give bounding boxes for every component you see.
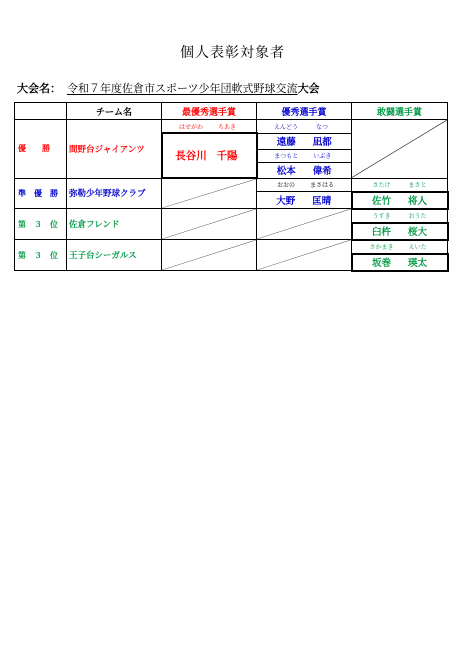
- empty-cell: [162, 178, 257, 209]
- empty-cell: [162, 240, 257, 271]
- fighting-kana: うすき おうた: [352, 209, 448, 223]
- header-team: チーム名: [67, 103, 162, 120]
- event-label: 大会名：: [17, 82, 61, 95]
- team-cell: 弥勒少年野球クラブ: [67, 178, 162, 209]
- fighting-kana: さかまき えいた: [352, 240, 448, 254]
- header-row: [15, 103, 448, 120]
- mvp-kana: はせがわ ちあき: [162, 120, 257, 134]
- excellent-name: 大野 匡晴: [257, 192, 352, 209]
- team-cell: 佐倉フレンド: [67, 209, 162, 240]
- table-row: [15, 178, 448, 192]
- fighting-name: 佐竹 将人: [352, 192, 448, 209]
- mvp-name: 長谷川 千陽: [162, 133, 257, 178]
- page-title: 個人表彰対象者: [180, 45, 285, 61]
- excellent-name: 遠藤 凪都: [257, 133, 352, 149]
- rank-cell: 準 優 勝: [15, 178, 67, 209]
- event-suffix: 大会: [297, 82, 320, 95]
- table-row: [15, 240, 448, 254]
- team-cell: 間野台ジャイアンツ: [67, 120, 162, 179]
- empty-cell: [257, 240, 352, 271]
- rank-cell: 第 ３ 位: [15, 209, 67, 240]
- excellent-name: 松本 偉希: [257, 162, 352, 178]
- fighting-name: 坂巻 瑛太: [352, 254, 448, 271]
- table-row: [15, 120, 448, 134]
- excellent-kana: おおの まさはる: [257, 178, 352, 192]
- empty-cell: [162, 209, 257, 240]
- table-row: [15, 209, 448, 223]
- team-cell: 王子台シーガルス: [67, 240, 162, 271]
- awards-table: [14, 102, 449, 272]
- empty-cell: [352, 120, 448, 179]
- excellent-kana: えんどう なつ: [257, 120, 352, 134]
- rank-cell: 第 ３ 位: [15, 240, 67, 271]
- fighting-kana: さたけ まさと: [352, 178, 448, 192]
- event-name: 令和７年度佐倉市スポーツ少年団軟式野球交流: [67, 82, 298, 95]
- header-mvp: 最優秀選手賞: [162, 103, 257, 120]
- fighting-name: 臼杵 桜大: [352, 223, 448, 240]
- header-rank: [15, 103, 67, 120]
- event-line: [17, 80, 320, 96]
- header-fighting: 敢闘選手賞: [352, 103, 448, 120]
- rank-cell: 優 勝: [15, 120, 67, 179]
- header-excellent: 優秀選手賞: [257, 103, 352, 120]
- empty-cell: [257, 209, 352, 240]
- excellent-kana: まつもと いぶき: [257, 149, 352, 162]
